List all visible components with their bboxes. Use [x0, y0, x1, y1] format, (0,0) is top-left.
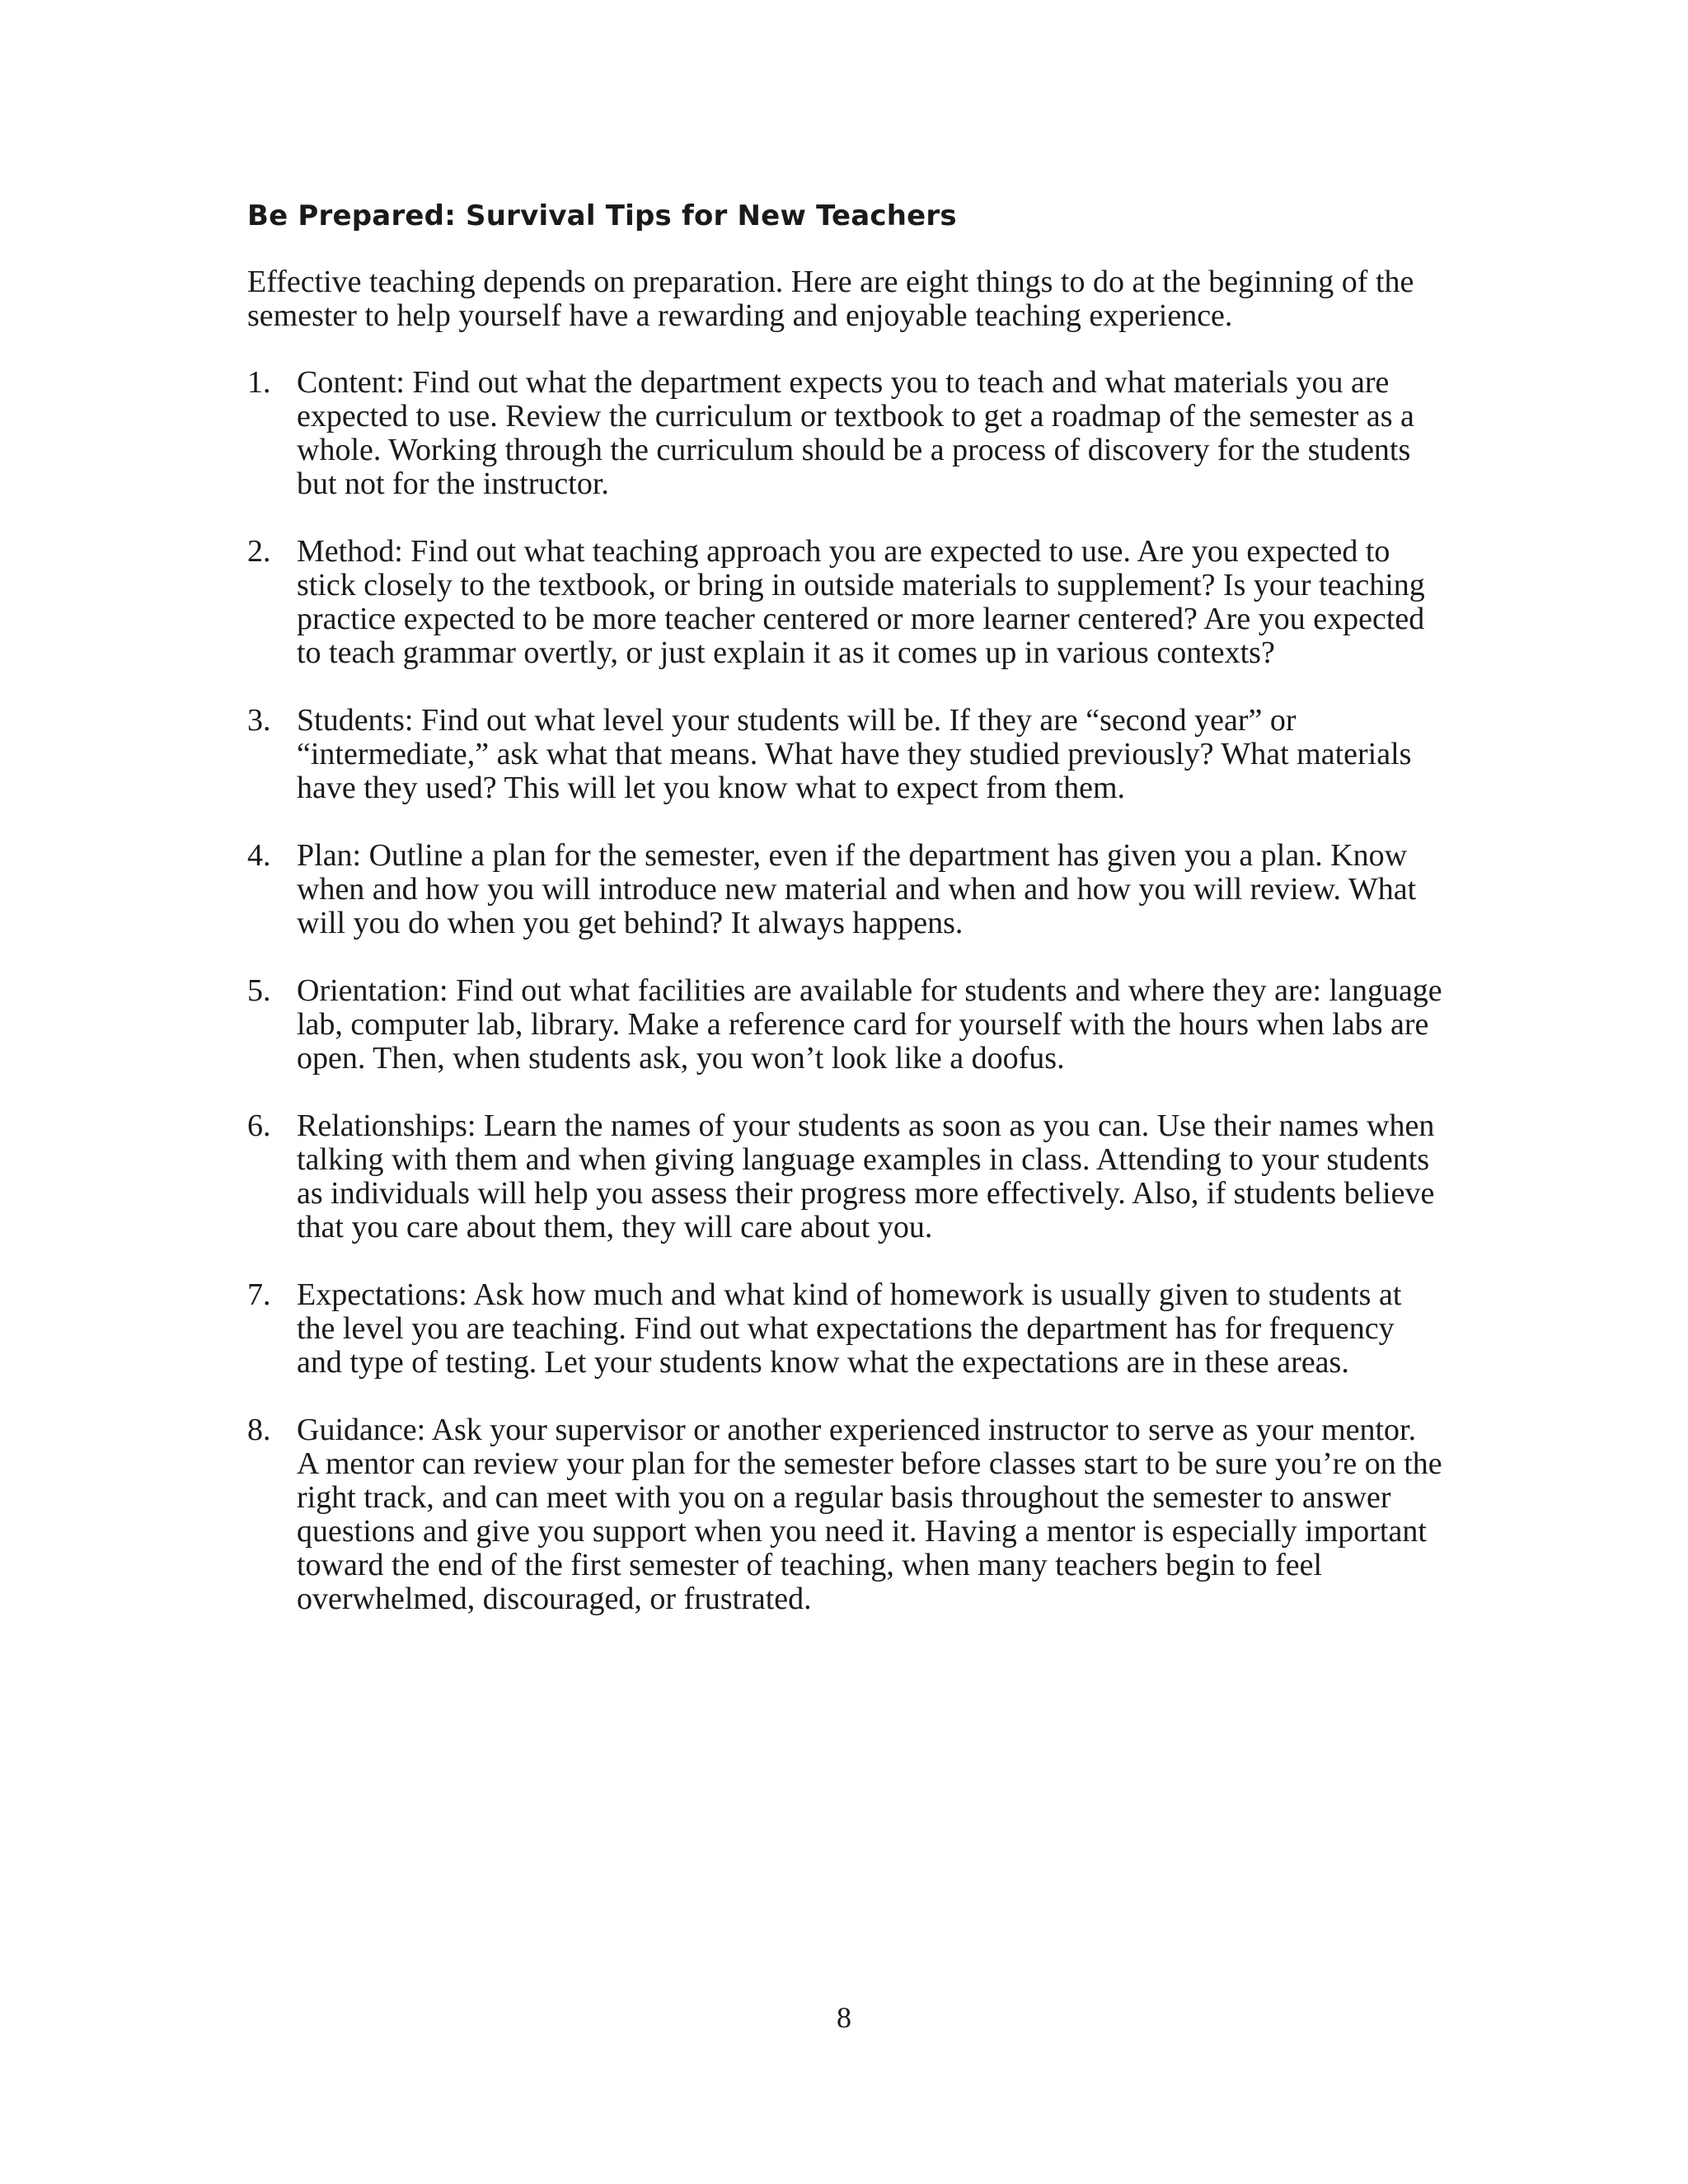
- tip-text: Students: Find out what level your students will be. If they are “second year” or “intermediate,” ask what that means. What have they studied previously? What materials have they used? This will let you know what to expect from them.: [297, 703, 1412, 805]
- tip-number: 7.: [247, 1277, 271, 1312]
- page-number: 8: [837, 2001, 851, 2034]
- tip-item: [247, 535, 1442, 670]
- tip-text: Content: Find out what the department expects you to teach and what materials you are expected to use. Review the curriculum or textbook to get a roadmap of the semester as a whole. Working through the curriculum should be a process of discovery for the students but not for the instructor.: [297, 365, 1414, 501]
- page-title: Be Prepared: Survival Tips for New Teachers: [247, 199, 957, 232]
- tip-number: 4.: [247, 838, 271, 873]
- tip-text: Expectations: Ask how much and what kind of homework is usually given to students at the level you are teaching. Find out what expectations the department has for frequency and type of testing. Let your students know what the expectations are in these areas.: [297, 1277, 1402, 1380]
- tip-item: [247, 1413, 1442, 1616]
- tip-number: 8.: [247, 1413, 271, 1447]
- tip-text: Relationships: Learn the names of your students as soon as you can. Use their names when talking with them and when giving language examples in class. Attending to your students as individuals will help you assess their progress more effectively. Also, if students believe that you care about them, they will care about you.: [297, 1108, 1435, 1244]
- tip-text: Guidance: Ask your supervisor or another experienced instructor to serve as your mentor. A mentor can review your plan for the semester before classes start to be sure you’re on the right track, and can meet with you on a regular basis throughout the semester to answer questions and give you support when you need it. Having a mentor is especially important toward the end of the first semester of teaching, when many teachers begin to feel overwhelmed, discouraged, or frustrated.: [297, 1413, 1442, 1616]
- tip-number: 1.: [247, 365, 271, 400]
- tip-item: [247, 974, 1442, 1076]
- tip-number: 3.: [247, 703, 271, 738]
- tip-number: 6.: [247, 1108, 271, 1143]
- tip-item: [247, 1109, 1442, 1244]
- tip-text: Orientation: Find out what facilities are available for students and where they are: language lab, computer lab, library. Make a reference card for yourself with the hours when labs are open. Then, when students ask, you won’t look like a doofus.: [297, 973, 1442, 1076]
- tip-item: [247, 366, 1442, 501]
- page-content: [247, 198, 1442, 1650]
- tip-item: [247, 839, 1442, 940]
- tip-item: [247, 1278, 1442, 1380]
- intro-paragraph: Effective teaching depends on preparation. Here are eight things to do at the beginning of the semester to help yourself have a rewarding and enjoyable teaching experience.: [247, 265, 1414, 333]
- tips-list: [247, 366, 1442, 1616]
- tip-text: Method: Find out what teaching approach you are expected to use. Are you expected to stick closely to the textbook, or bring in outside materials to supplement? Is your teaching practice expected to be more teacher centered or more learner centered? Are you expected to teach grammar overtly, or just explain it as it comes up in various contexts?: [297, 534, 1425, 670]
- tip-text: Plan: Outline a plan for the semester, even if the department has given you a plan. Know when and how you will introduce new material and when and how you will review. What will you do when you get behind? It always happens.: [297, 838, 1417, 940]
- tip-item: [247, 704, 1442, 805]
- tip-number: 2.: [247, 534, 271, 569]
- tip-number: 5.: [247, 973, 271, 1008]
